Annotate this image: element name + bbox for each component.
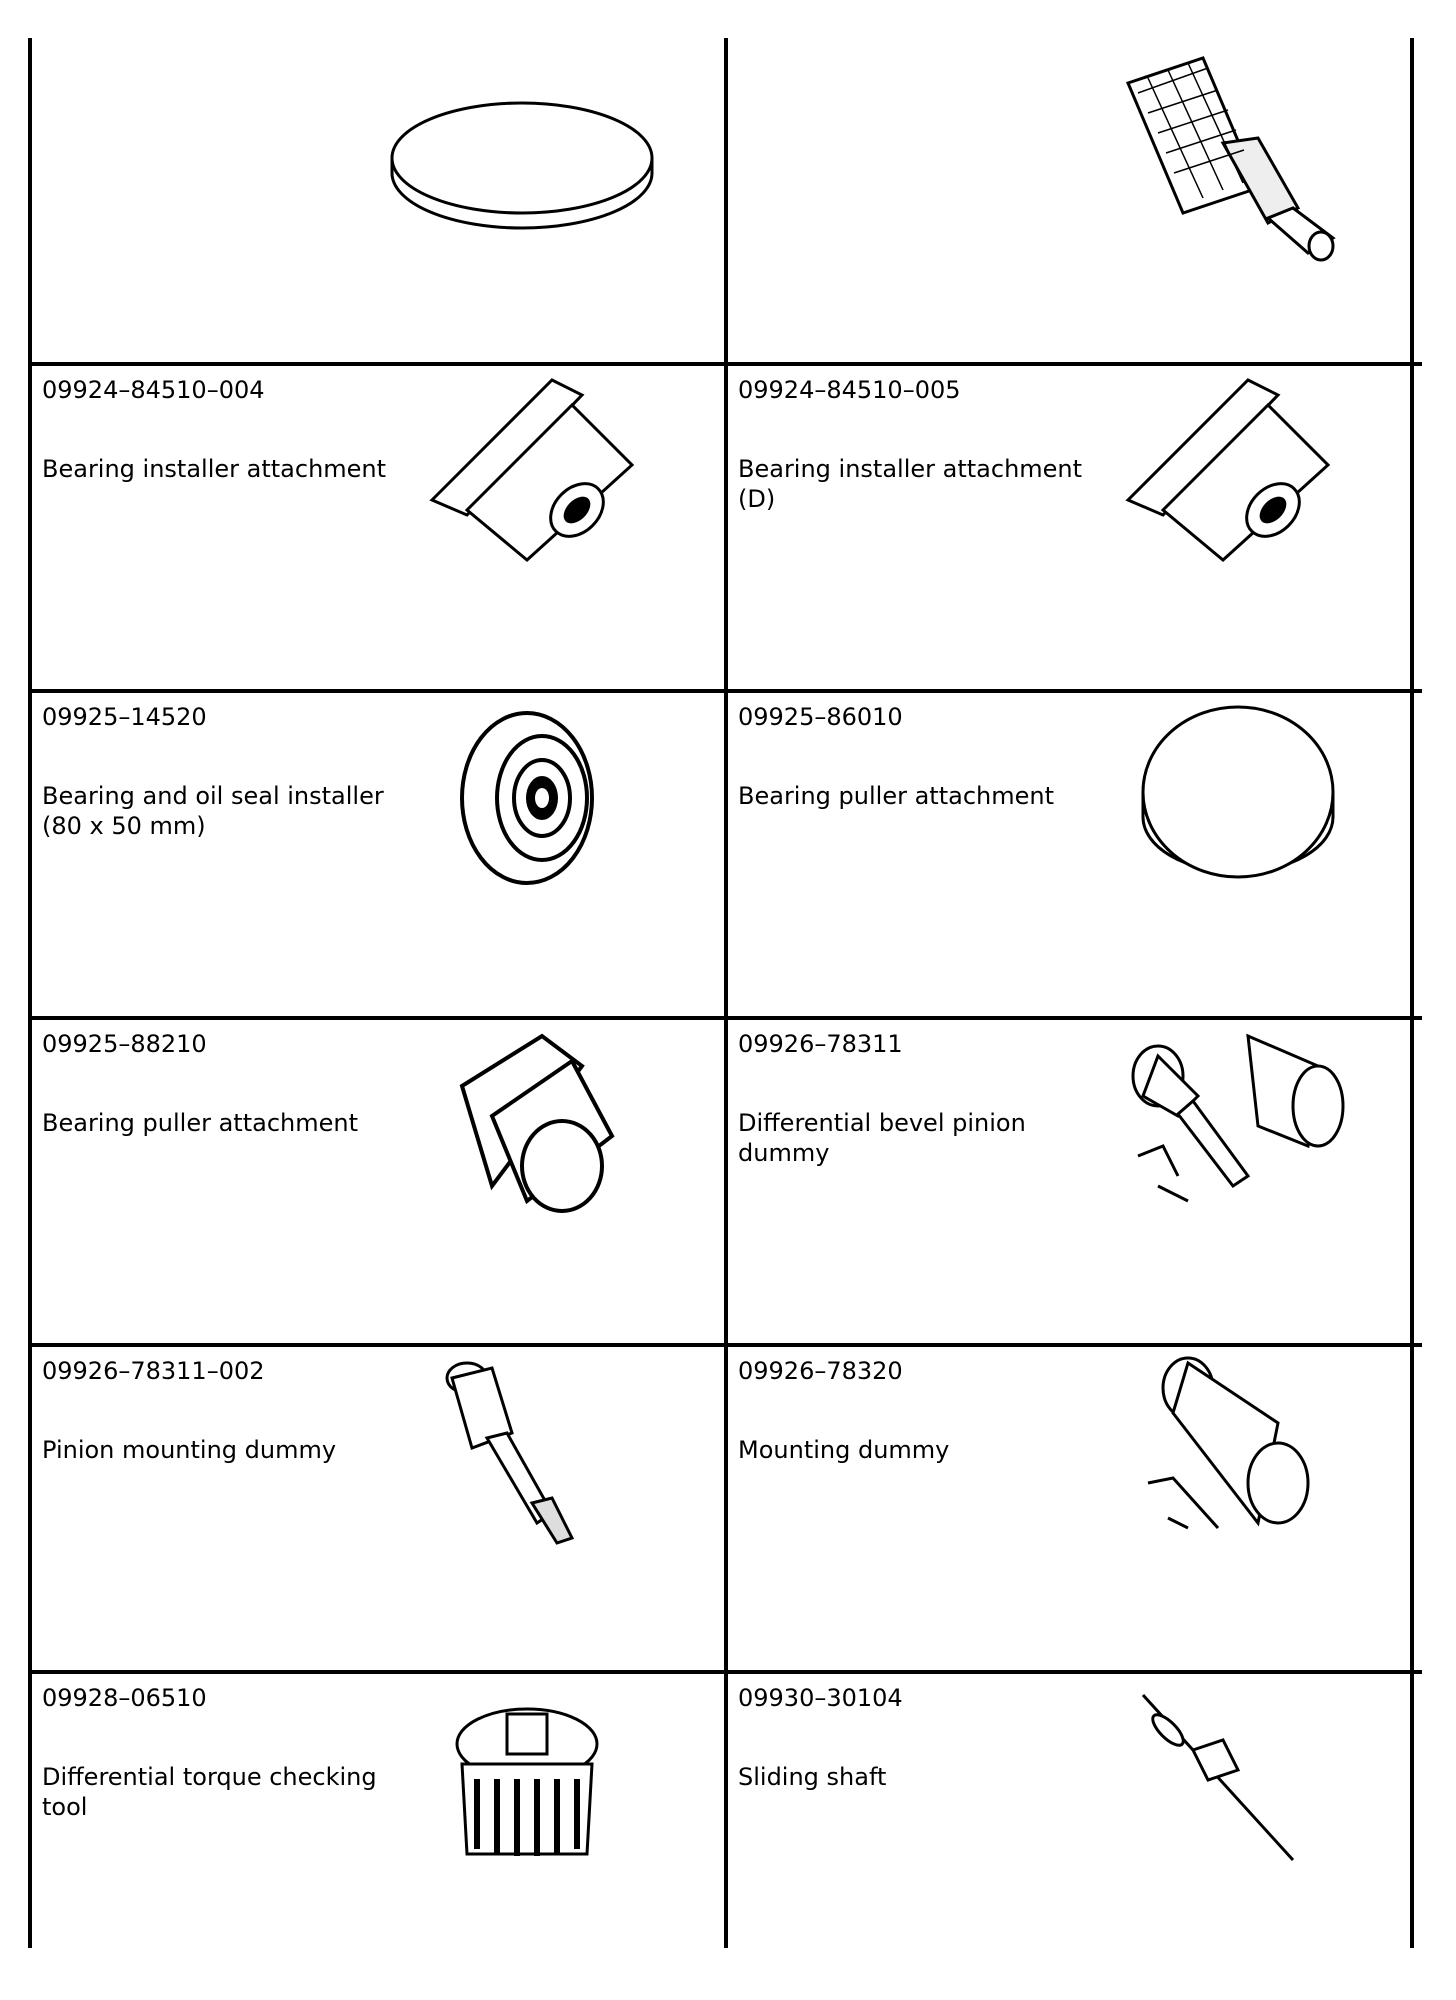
bearing-installer-attachment-icon xyxy=(422,370,642,570)
tool-name: Differential torque checking tool xyxy=(42,1763,377,1821)
tool-cell xyxy=(728,1347,1422,1673)
tool-code: 09924–84510–004 xyxy=(42,376,265,404)
bearing-puller-attachment-icon xyxy=(1128,697,1348,897)
tool-cell xyxy=(728,38,1422,362)
tool-name: Sliding shaft xyxy=(738,1763,887,1791)
tool-code: 09930–30104 xyxy=(738,1684,903,1712)
sliding-shaft-icon xyxy=(1128,1680,1308,1870)
tool-name: Mounting dummy xyxy=(738,1436,950,1464)
tool-code: 09924–84510–005 xyxy=(738,376,961,404)
disc-plate-icon xyxy=(372,58,672,258)
knurled-handle-icon xyxy=(1108,48,1368,278)
bearing-puller-attachment-icon xyxy=(432,1026,632,1226)
tool-name: Bearing puller attachment xyxy=(42,1109,358,1137)
pinion-mounting-dummy-icon xyxy=(432,1353,612,1553)
tool-code: 09925–86010 xyxy=(738,703,903,731)
tool-name: Pinion mounting dummy xyxy=(42,1436,337,1464)
mounting-dummy-icon xyxy=(1128,1353,1328,1553)
tool-cell xyxy=(728,1674,1422,2000)
tool-code: 09926–78311–002 xyxy=(42,1357,265,1385)
tool-cell xyxy=(32,366,726,692)
tool-name: Bearing puller attachment xyxy=(738,782,1054,810)
bearing-installer-attachment-d-icon xyxy=(1118,370,1338,570)
tool-name: Bearing installer attachment (D) xyxy=(738,455,1083,513)
tool-cell xyxy=(32,693,726,1019)
tool-cell xyxy=(728,1020,1422,1346)
tool-cell xyxy=(32,1020,726,1346)
tool-cell xyxy=(728,693,1422,1019)
tool-code: 09928–06510 xyxy=(42,1684,207,1712)
tool-code: 09925–88210 xyxy=(42,1030,207,1058)
tool-cell xyxy=(32,1674,726,2000)
bearing-oil-seal-installer-icon xyxy=(442,703,612,903)
tool-code: 09925–14520 xyxy=(42,703,207,731)
tool-code: 09926–78311 xyxy=(738,1030,903,1058)
tool-cell xyxy=(32,38,726,362)
tool-name: Bearing installer attachment xyxy=(42,455,387,483)
tool-cell xyxy=(728,366,1422,692)
tool-name: Bearing and oil seal installer (80 x 50 mm) xyxy=(42,782,384,840)
tool-code: 09926–78320 xyxy=(738,1357,903,1385)
bevel-pinion-dummy-icon xyxy=(1118,1026,1348,1226)
tool-cell xyxy=(32,1347,726,1673)
torque-checking-tool-icon xyxy=(447,1684,607,1884)
tool-name: Differential bevel pinion dummy xyxy=(738,1109,1026,1167)
